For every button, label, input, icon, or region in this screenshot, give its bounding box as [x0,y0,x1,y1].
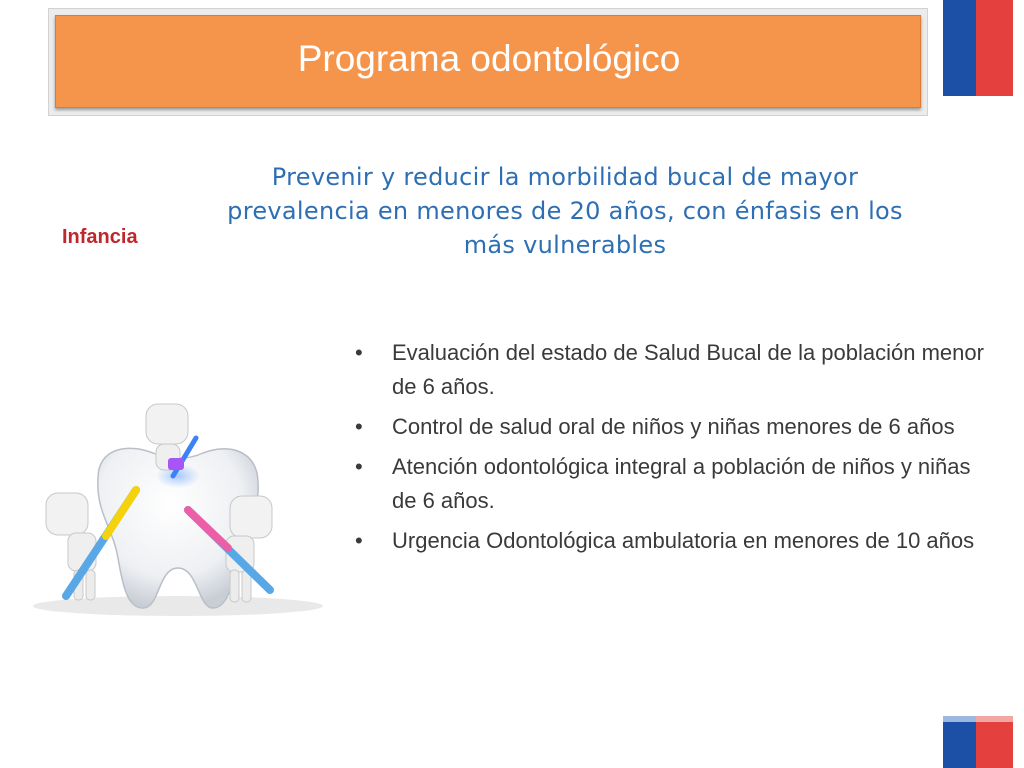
bullet-icon: • [355,340,363,365]
list-item-text: Urgencia Odontológica ambulatoria en menores de 10 años [392,528,975,553]
flag-red-stripe [976,716,1013,768]
list-item-text: Control de salud oral de niños y niñas menores de 6 años [392,414,955,439]
list-item [355,524,995,558]
flag-blue-stripe [943,716,976,768]
list-item-text: Evaluación del estado de Salud Bucal de la población menor de 6 años. [392,340,984,399]
flag-blue-stripe [943,0,976,96]
list-item [355,336,995,404]
flag-logo-bottom [943,716,1013,768]
flag-logo-top [943,0,1013,96]
list-item [355,450,995,518]
flag-red-stripe [976,0,1013,96]
title-bar [55,15,921,108]
tooth-with-figures-illustration [28,398,328,618]
section-label-infancia: Infancia [62,226,138,248]
list-item [355,410,995,444]
program-objective: Prevenir y reducir la morbilidad bucal de mayor prevalencia en menores de 20 años, con énfasis en los más vulnerables [227,163,903,259]
bullet-icon: • [355,454,363,479]
page-title: Programa odontológico [297,38,681,79]
activities-list [355,336,995,564]
bullet-icon: • [355,414,363,439]
bullet-icon: • [355,528,363,553]
list-item-text: Atención odontológica integral a población de niños y niñas de 6 años. [392,454,971,513]
